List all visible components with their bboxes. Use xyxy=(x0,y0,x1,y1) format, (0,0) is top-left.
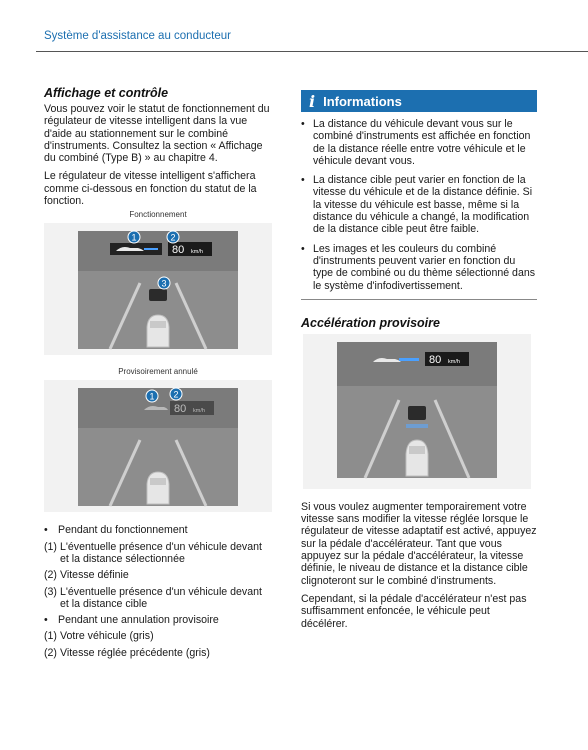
info-item: • La distance du véhicule devant vous sur le combiné d'instruments est affichée en fonction de la distance réelle entre votre véhicule et le véhicule devant vous. xyxy=(301,118,531,167)
svg-text:km/h: km/h xyxy=(193,408,205,415)
svg-text:3: 3 xyxy=(161,278,167,289)
list-item: • Pendant du fonctionnement xyxy=(44,524,188,537)
figure1-caption: Fonctionnement xyxy=(129,210,187,220)
acceleration-paragraph-2: Cependant, si la pédale d'accélérateur n'est pas suffisamment enfoncée, le véhicule peut décélérer. xyxy=(301,592,527,630)
svg-text:2: 2 xyxy=(170,232,176,243)
target-distance-marker xyxy=(406,424,428,428)
list-item: (2) Vitesse réglée précédente (gris) xyxy=(44,646,210,659)
section-divider xyxy=(301,299,537,300)
svg-text:1: 1 xyxy=(149,391,155,402)
figure-acceleration xyxy=(303,334,531,489)
cluster-illustration-cancelled xyxy=(44,380,272,512)
right-column xyxy=(301,90,537,636)
info-box-header xyxy=(301,90,537,112)
cluster-illustration-acceleration xyxy=(303,334,531,484)
own-vehicle-icon xyxy=(147,315,169,347)
info-item: • La distance cible peut varier en fonction de la vitesse du véhicule et de la distance définie. Si la vitesse du véhicule est basse, même si la distance du véhicule a changé, la modification de la distance cible peut être faible. xyxy=(301,174,533,236)
section-heading-display: Affichage et contrôle xyxy=(44,86,169,100)
list-item: (3) L'éventuelle présence d'un véhicule devant et la distance cible xyxy=(44,585,262,610)
info-list xyxy=(301,118,537,292)
figure-operation xyxy=(44,223,272,355)
acceleration-paragraph-1: Si vous voulez augmenter temporairement votre vitesse sans modifier la vitesse réglée lorsque le régulateur de vitesse adaptatif est activé, appuyez sur la pédale d'accélérateur. Tant que vous appuyez sur la pédale d'accélérateur, la vitesse définie, le niveau de distance et la distance cible clignoteront sur le combiné d'instruments. xyxy=(301,500,537,587)
distance-level-bar xyxy=(399,358,419,361)
set-speed-value: 80 xyxy=(172,244,185,257)
own-vehicle-icon xyxy=(406,440,428,476)
own-vehicle-icon xyxy=(147,472,169,504)
header-rule xyxy=(36,51,588,52)
previous-set-speed: 80 xyxy=(174,403,187,416)
figure2-caption: Provisoirement annulé xyxy=(118,367,198,377)
speed-unit: km/h xyxy=(191,249,203,256)
set-speed-value: 80 xyxy=(429,353,442,366)
info-item: • Les images et les couleurs du combiné d'instruments peuvent varier en fonction du type de combiné ou du thème sélectionné dans le système d'infodivertissement. xyxy=(301,242,536,292)
info-icon: i xyxy=(309,91,316,111)
list-item: (2) Vitesse définie xyxy=(44,569,129,582)
legend-list xyxy=(44,524,272,659)
display-paragraph-1: Vous pouvez voir le statut de fonctionnement du régulateur de vitesse intelligent dans la vue d'aide au stationnement sur le combiné d'instruments. Consultez la section « Affichage du combiné (Type B) » au chapitre 4. xyxy=(44,103,270,165)
figure-cancelled xyxy=(44,380,272,512)
car-ahead-icon xyxy=(408,406,426,420)
left-column xyxy=(44,86,272,663)
list-item: (1) L'éventuelle présence d'un véhicule devant et la distance sélectionnée xyxy=(44,540,262,565)
svg-text:km/h: km/h xyxy=(448,358,460,365)
svg-text:1: 1 xyxy=(131,232,137,243)
info-title: Informations xyxy=(323,93,402,109)
car-ahead-icon xyxy=(149,289,167,301)
list-item: • Pendant une annulation provisoire xyxy=(44,614,219,627)
list-item: (1) Votre véhicule (gris) xyxy=(44,630,154,643)
page-header-title: Système d'assistance au conducteur xyxy=(44,30,231,42)
svg-text:2: 2 xyxy=(173,389,179,400)
cluster-illustration-operation xyxy=(44,223,272,355)
display-paragraph-2: Le régulateur de vitesse intelligent s'affichera comme ci-dessous en fonction du statut de la fonction. xyxy=(44,170,257,208)
section-heading-acceleration: Accélération provisoire xyxy=(301,315,440,330)
